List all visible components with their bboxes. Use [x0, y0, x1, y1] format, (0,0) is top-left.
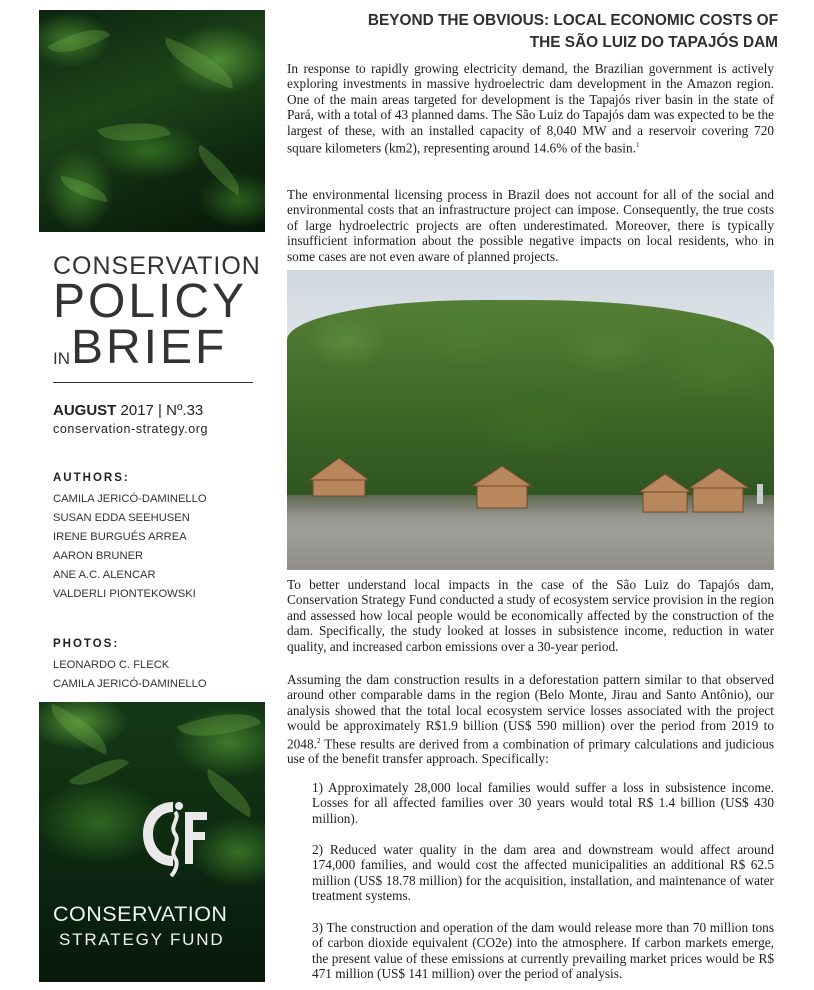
paragraph-results-text: Assuming the dam construction results in a deforestation pattern similar to that observed around other comparable dams in the region (Belo Monte, Jirau and Santo Antônio), our analysis showed that the total local ecosystem service losses associated with the project would be approximately R$1.9 billion (US$ 590 million) over the period from 2019 to 2048.: [287, 672, 774, 752]
stilt-houses-icon: [287, 270, 774, 570]
org-name-line2: STRATEGY FUND: [59, 930, 225, 949]
footnote-marker: 2: [316, 736, 321, 745]
photographer-name: LEONARDO C. FLECK: [53, 659, 170, 671]
finding-water-quality: 2) Reduced water quality in the dam area and downstream would affect around 174,000 families, and would cost the affected municipalities an additional R$ 62.5 million (US$ 18.78 million) for the acquisition, installation, and maintenance of water treatment systems.: [312, 842, 774, 904]
paragraph-licensing: The environmental licensing process in Brazil does not account for all of the social and environmental costs that an infrastructure project can impose. Consequently, the true costs of large hydroelectric projects are often underestimated. Moreover, there is typically insufficient information about the possible negative impacts on local residents, who in some cases are not even aware of planned projects.: [287, 187, 774, 264]
authors-header: AUTHORS:: [53, 472, 130, 484]
sidebar: [39, 10, 265, 982]
org-name-line1: CONSERVATION: [53, 902, 228, 926]
author-name: VALDERLI PIONTEKOWSKI: [53, 588, 196, 600]
brand-brief: BRIEF: [71, 321, 228, 374]
river-village-photo: [287, 270, 774, 570]
article-title-line2: THE SÃO LUIZ DO TAPAJÓS DAM: [529, 34, 778, 51]
author-name: ANE A.C. ALENCAR: [53, 569, 156, 581]
paragraph-study: To better understand local impacts in the case of the São Luiz do Tapajós dam, Conservation Strategy Fund conducted a study of ecosystem service provision in the region and assessed how local people would be economically affected by the construction of the dam. Specifically, the study looked at losses in subsistence income, reduction in water quality, and increased carbon emissions over a 30-year period.: [287, 577, 774, 654]
jungle-photo-top: [39, 10, 265, 232]
footnote-marker: 1: [635, 141, 640, 150]
brand-policy: POLICY: [53, 275, 248, 328]
author-name: IRENE BURGUÉS ARREA: [53, 531, 187, 543]
authors-list: [53, 490, 207, 604]
issue-number: 2017 | Nº.33: [116, 402, 204, 419]
article-title-line1: BEYOND THE OBVIOUS: LOCAL ECONOMIC COSTS OF: [367, 12, 778, 29]
paragraph-intro-text: In response to rapidly growing electricity demand, the Brazilian government is actively exploring investments in massive hydroelectric dam development in the Amazon region. One of the main areas targeted for development is the Tapajós river basin in the state of Pará, with a total of 43 planned dams. The São Luiz do Tapajós dam was expected to be the largest of these, with an installed capacity of 8,040 MW and a reservoir covering 720 square kilometers (km2), representing around 14.6% of the basin.: [287, 61, 774, 156]
brand-in-brief: [53, 321, 228, 374]
brand-in: IN: [53, 349, 70, 368]
csf-logo-icon: [135, 792, 215, 882]
finding-carbon: 3) The construction and operation of the dam would release more than 70 million tons of carbon dioxide equivalent (CO2e) into the atmosphere. If carbon markets emerge, the present value of these emissions at currently prevailing market prices would be R$ 471 million (US$ 141 million) over the period of analysis.: [312, 920, 774, 982]
brand-panel: [39, 232, 265, 702]
author-name: CAMILA JERICÓ-DAMINELLO: [53, 493, 207, 505]
photographers-list: [53, 656, 207, 694]
author-name: SUSAN EDDA SEEHUSEN: [53, 512, 190, 524]
brand-conservation: CONSERVATION: [53, 252, 261, 280]
website-link[interactable]: conservation-strategy.org: [53, 422, 209, 436]
paragraph-results-continued: These results are derived from a combination of primary calculations and judicious use of the benefit transfer approach. Specifically:: [287, 736, 774, 767]
issue-info: [53, 402, 203, 419]
author-name: AARON BRUNER: [53, 550, 144, 562]
divider: [53, 382, 253, 383]
issue-month: AUGUST: [53, 402, 117, 419]
jungle-photo-bottom: [39, 702, 265, 982]
photographer-name: CAMILA JERICÓ-DAMINELLO: [53, 678, 207, 690]
photos-header: PHOTOS:: [53, 638, 120, 650]
paragraph-intro: [287, 61, 774, 156]
finding-subsistence: 1) Approximately 28,000 local families would suffer a loss in subsistence income. Losses for all affected families over 30 years would total R$ 1.4 billion (US$ 430 million).: [312, 780, 774, 826]
paragraph-results: [287, 672, 774, 767]
article-title: [290, 10, 778, 54]
